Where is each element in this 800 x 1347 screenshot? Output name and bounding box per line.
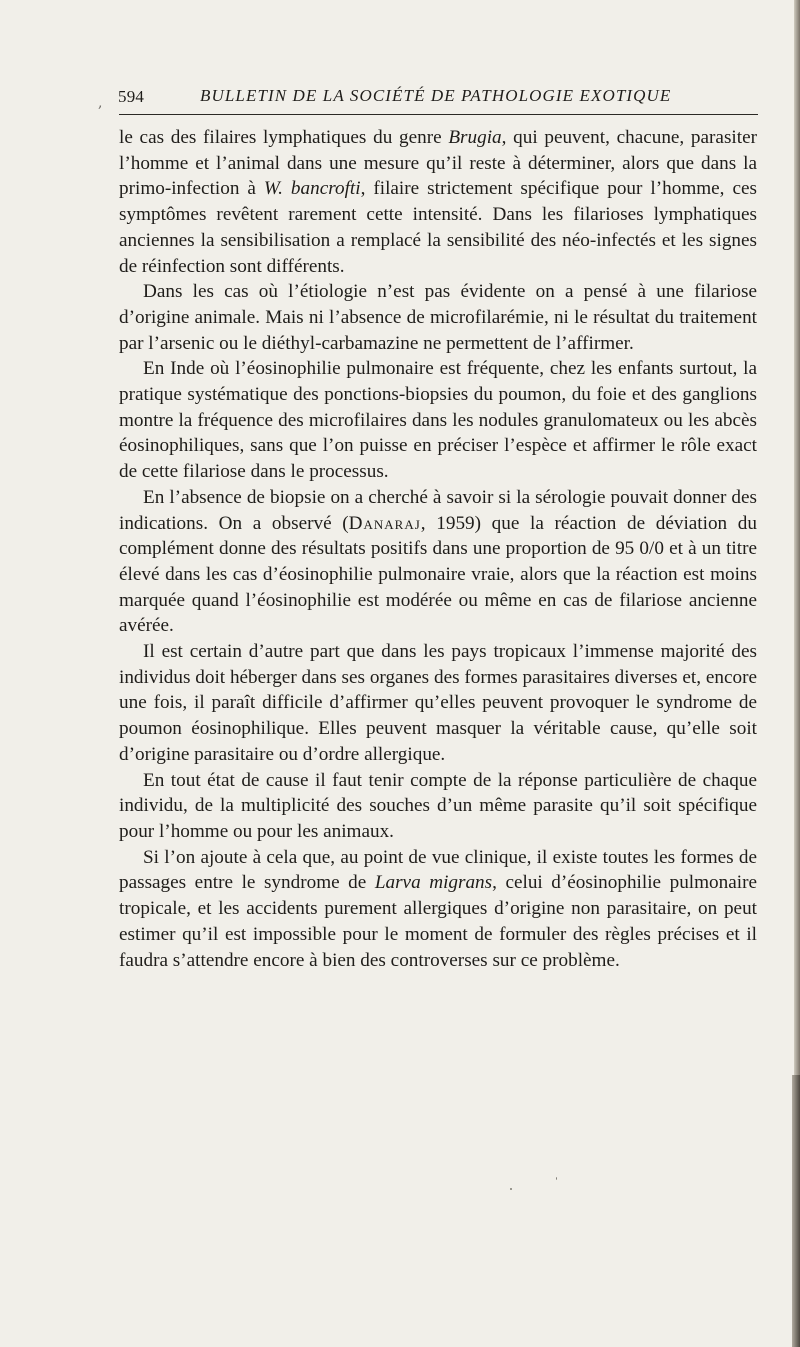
paragraph-2: Dans les cas où l’étiologie n’est pas évidente on a pensé à une filariose d’origine animale. Mais ni l’absence de microfilarémie, ni le résultat du traitement par l’arsenic ou le diéthyl-carbamazine ne permettent de l’affirmer.: [119, 281, 757, 354]
body-text: [119, 125, 757, 973]
paragraph-7-text-1: Si l’on ajoute à cela que, au point de vue clinique, il existe toutes les formes de passages entre le syndrome de: [119, 846, 757, 894]
running-header: [118, 82, 758, 112]
page-number: 594: [118, 87, 145, 106]
header-rule: [119, 114, 758, 115]
paragraph-4-text-1: En l’absence de biopsie on a cherché à savoir si la sérologie pouvait donner des indications. On a observé (: [119, 486, 757, 534]
paragraph-7-text-2: , celui d’éosinophilie pulmonaire tropicale, et les accidents purement allergiques d’origine non parasitaire, on peut estimer qu’il est impossible pour le moment de formuler des règles précises et il faudra s’attendre encore à bien des controverses sur ce problème.: [119, 872, 757, 971]
paragraph-1: [119, 125, 757, 279]
paragraph-1-text-1: le cas des filaires lymphatiques du genre: [119, 127, 449, 148]
paragraph-4: [119, 485, 757, 639]
paragraph-7: [119, 845, 757, 974]
citation-author: Danaraj: [348, 512, 421, 534]
paragraph-5: Il est certain d’autre part que dans les pays tropicaux l’immense majorité des individus doit héberger dans ses organes des formes parasitaires diverses et, encore une fois, il paraît difficile d’affirmer qu’elles peuvent provoquer le syndrome de poumon éosinophilique. Elles peuvent masquer la véritable cause, qu’elle soit d’origine parasitaire ou d’ordre allergique.: [119, 641, 757, 765]
scan-edge-shadow-bottom: [792, 1075, 800, 1347]
running-title: BULLETIN DE LA SOCIÉTÉ DE PATHOLOGIE EXOTIQUE: [200, 86, 672, 105]
term-larva-migrans: Larva migrans: [374, 872, 493, 894]
paragraph-1-text-2: , qui peuvent, chacune, parasiter l’homme et l’animal dans une mesure qu’il reste à déterminer, alors que dans la primo-infection à: [119, 127, 757, 200]
genus-brugia: Brugia: [448, 127, 502, 148]
margin-mark: ,: [98, 95, 103, 111]
paragraph-1-text-3: , filaire strictement spécifique pour l’homme, ces symptômes revêtent rarement cette intensité. Dans les filarioses lymphatiques anciennes la sensibilisation a remplacé la sensibilité des néo-infectés et les signes de réinfection sont différents.: [119, 178, 757, 277]
paragraph-4-text-2: , 1959) que la réaction de déviation du complément donne des résultats positifs dans une proportion de 95 0/0 et à un titre élevé dans les cas d’éosinophilie pulmonaire vraie, alors que la réaction est moins marquée quand l’éosinophilie est modérée ou même en cas de filariose ancienne avérée.: [119, 512, 757, 637]
scan-speck: [556, 1177, 557, 1180]
paragraph-6: En tout état de cause il faut tenir compte de la réponse particulière de chaque individu, de la multiplicité des souches d’un même parasite qu’il soit spécifique pour l’homme ou pour les animaux.: [119, 769, 757, 842]
scan-speck: [510, 1188, 512, 1190]
species-w-bancrofti: W. bancrofti: [263, 178, 361, 200]
paragraph-3: En Inde où l’éosinophilie pulmonaire est fréquente, chez les enfants surtout, la pratique systématique des ponctions-biopsies du poumon, du foie et des ganglions montre la fréquence des microfilaires dans les nodules granulomateux ou les abcès éosinophiliques, sans que l’on puisse en préciser l’espèce et affirmer le rôle exact de cette filariose dans le processus.: [119, 358, 757, 483]
